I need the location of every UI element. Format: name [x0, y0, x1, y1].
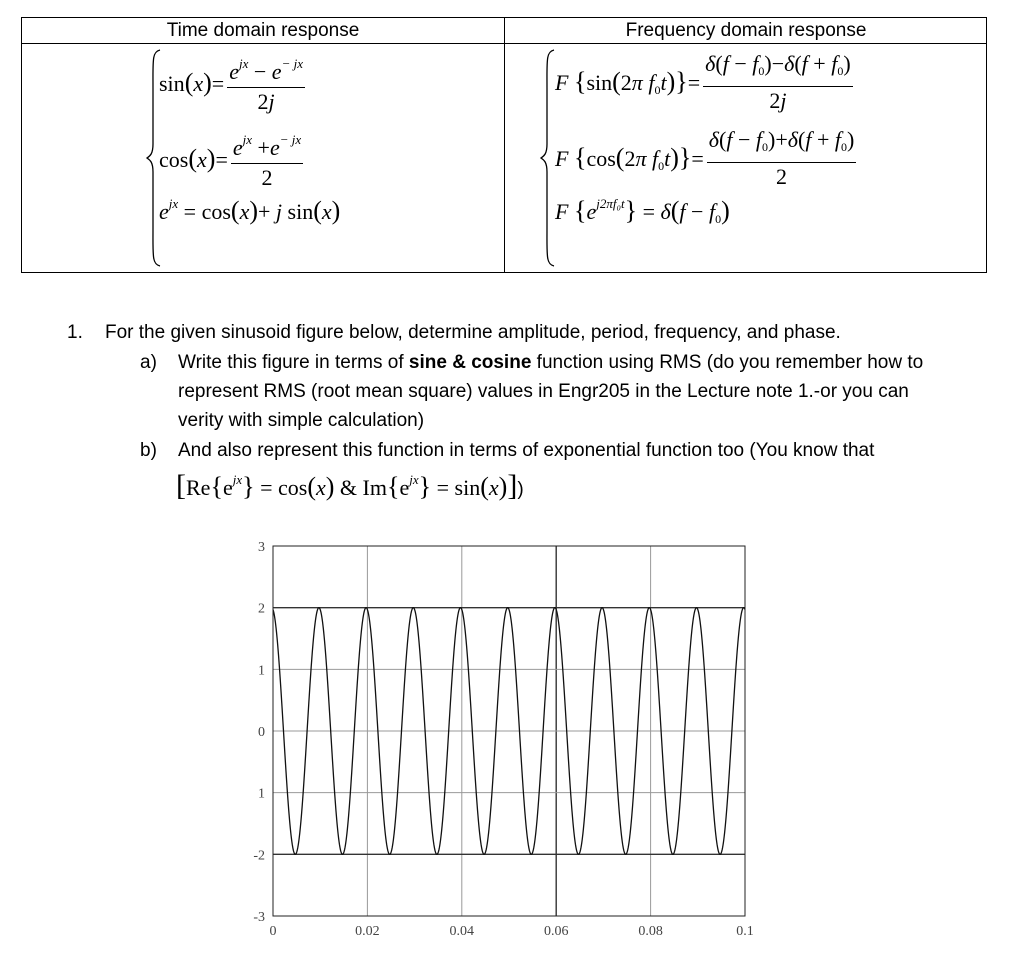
table-column-divider	[504, 18, 505, 272]
part-a-label: a)	[140, 352, 157, 373]
chart-tick-labels	[253, 540, 753, 939]
x-tick-label: 0.02	[355, 924, 380, 939]
eq-re-im-identity: [$Re\{e^{jx}\} = \cos(x)$ & $Im\{e^{jx}\} = \sin(x)$])	[176, 469, 524, 502]
chart-grid	[273, 546, 745, 916]
question-number: 1.	[67, 322, 83, 343]
x-tick-label: 0.04	[449, 924, 475, 939]
x-tick-label: 0.08	[638, 924, 663, 939]
y-tick-label: 0	[258, 725, 265, 740]
table-header-divider	[22, 43, 986, 44]
formula-table	[21, 17, 987, 273]
y-tick-label: -3	[253, 910, 265, 925]
eq-sin-euler: sin(x)= $\frac{e^{jx} - e^{- jx}}{2j}$	[159, 51, 308, 115]
y-tick-label: 2	[258, 601, 265, 617]
x-tick-label: 0.06	[543, 924, 569, 939]
eq-euler-identity: $e^{jx} = \cos(x)+ j$ sin(x)	[159, 196, 341, 225]
right-brace	[540, 48, 556, 268]
y-tick-label: 3	[258, 540, 265, 555]
part-b-line1: And also represent this function in terms of exponential function too (You know that	[178, 440, 875, 461]
part-a-line2: represent RMS (root mean square) values in Engr205 in the Lecture note 1.-or you can	[178, 381, 909, 402]
eq-cos-euler: cos(x)= $\frac{e^{jx} +e^{- jx}}{2}$	[159, 127, 306, 191]
part-b-label: b)	[140, 440, 157, 461]
sinusoid-chart	[240, 532, 760, 952]
y-tick-label: 1	[258, 786, 265, 802]
eq-fourier-sin: F {sin(2π $f_0t)\}=$ $\frac{\delta(f - f_0)-\delta(f + f_0)}{2j}$	[555, 51, 851, 113]
part-a-line3: verity with simple calculation)	[178, 410, 425, 431]
eq-fourier-cos: F {cos(2π $f_0t)\}=$ $\frac{\delta(f - f_0)+\delta(f + f_0)}{2}$	[555, 127, 855, 189]
eq-fourier-exp: F $\{e^{j2\pi f_0t}\} = \delta(f - f_0)$	[555, 196, 730, 226]
header-time-domain: Time domain response	[166, 20, 360, 41]
part-a-line1: Write this figure in terms of sine & cosine function using RMS (do you remember how to	[178, 352, 924, 373]
header-frequency-domain: Frequency domain response	[625, 20, 867, 41]
question-main: For the given sinusoid figure below, determine amplitude, period, frequency, and phase.	[105, 322, 841, 343]
x-tick-label: 0.1	[736, 924, 754, 939]
x-tick-label: 0	[269, 924, 277, 939]
y-tick-label: -2	[253, 848, 265, 864]
y-tick-label: 1	[258, 663, 265, 679]
